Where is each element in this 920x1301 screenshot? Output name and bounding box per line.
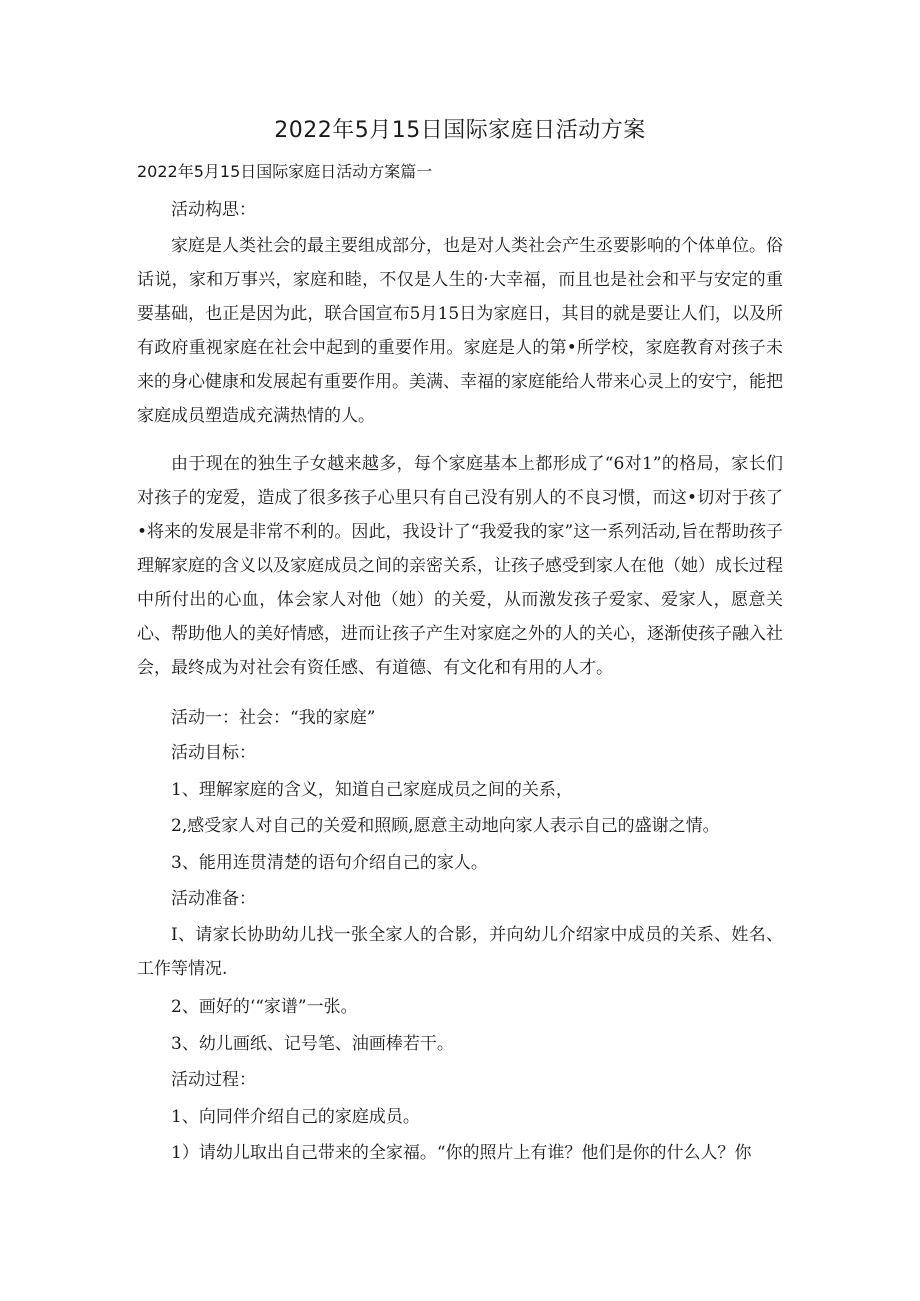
prep-heading: 活动准备：	[171, 889, 256, 909]
process-item-1: 1、向同伴介绍自己的家庭成员。	[171, 1107, 420, 1127]
process-heading: 活动过程：	[171, 1070, 256, 1090]
activity-one-heading: 活动一：社会：“我的家庭”	[171, 708, 376, 728]
paragraph-family-importance: 家庭是人类社会的最主要组成部分，也是对人类社会产生丞要影响的个体单位。俗话说，家和万事兴，家庭和睦，不仅是人生的·大幸福，而且也是社会和平与安定的重要基础，也正是因为此，联合国宣布5月15日为家庭日，其目的就是要让人们，以及所有政府重视家庭在社会中起到的重要作用。家庭是人的第•所学校，家庭教育对孩子未来的身心健康和发展起有重要作用。美满、幸福的家庭能给人带来心灵上的安宁，能把家庭成员塑造成充满热情的人。	[137, 236, 783, 426]
process-item-1-1: 1）请幼儿取出自己带来的全家福。“你的照片上有谁？他们是你的什么人？你	[171, 1143, 752, 1163]
goals-heading: 活动目标：	[171, 743, 256, 763]
document-subtitle: 2022年5月15日国际家庭日活动方案篇一	[137, 162, 433, 181]
goal-item-2: 2,感受家人对自己的关爱和照顾,愿意主动地向家人表示自己的盛谢之情。	[171, 816, 720, 836]
goal-item-1: 1、理解家庭的含义，知道自己家庭成员之间的关系，	[171, 780, 573, 800]
prep-item-2: 2、画好的‘“家谱”一张。	[171, 997, 358, 1017]
prep-item-3: 3、幼儿画纸、记号笔、油画棒若干。	[171, 1034, 454, 1054]
goal-item-3: 3、能用连贯清楚的语句介绍自己的家人。	[171, 853, 488, 873]
document-title: 2022年5月15日国际家庭日活动方案	[274, 118, 646, 143]
prep-item-1: I、请家长协助幼儿找一张全家人的合影，并向幼儿介绍家中成员的关系、姓名、工作等情况.	[137, 925, 783, 979]
paragraph-design-rationale: 由于现在的独生子女越来越多，每个家庭基本上都形成了“6对1”的格局，家长们对孩子的宠爱，造成了很多孩子心里只有自己没有别人的不良习惯，而这•切对于孩了•将来的发展是非常不利的。因此，我设计了“我爱我的家”这一系列活动,旨在帮助孩子理解家庭的含义以及家庭成员之间的亲密关系，让孩子感受到家人在他（她）成长过程中所付出的心血，体会家人对他（她）的关爱，从而激发孩子爱家、爱家人，愿意关心、帮助他人的美好情感，进而让孩子产生对家庭之外的人的关心，逐渐使孩子融入社会，最终成为对社会有资任感、有道德、有文化和有用的人才。	[137, 454, 783, 678]
idea-heading: 活动构思：	[171, 200, 256, 220]
